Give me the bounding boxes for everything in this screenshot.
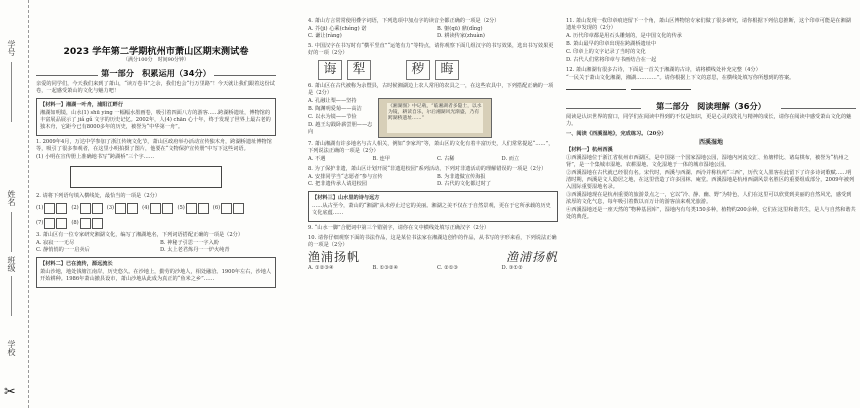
answer-line[interactable] <box>566 83 626 90</box>
option-a: A. 寂寂一一无尽 <box>36 240 75 246</box>
option-c: C. 静悄悄的一一启卖后 <box>36 247 90 253</box>
option-c: C. 印章上的文字记录了当时的文化 <box>566 49 646 55</box>
binding-line <box>11 212 12 252</box>
intro-text: 亲爱的同学们，今天我们来到了萧山，“读万卷书”之余，我们也会“行万里路”！今天就让我们跟着这份试卷，一起感受萧山的文化与魅力吧！ <box>36 81 275 94</box>
char-comparison <box>318 58 558 80</box>
column-left <box>36 14 276 291</box>
material-3-label: 【材料三】山水里的诗与远方 <box>312 195 380 201</box>
question-11: 11. 萧山发现一枚印章痕迹留下一个角，萧山区博物馆专家们做了很多研究，请你根据下列信息推断，这个印章可能是在湘湖遗址中发现的（2分） <box>566 18 851 31</box>
option-b: B. 陶渊明爱菊——高洁 <box>308 106 362 112</box>
reading-1-material-label: 【材料一】杭州西溪 <box>566 147 613 153</box>
reading-1-title: 西溪湿地 <box>698 139 723 146</box>
calligraphy-sample-2: 渔浦扬帆 <box>505 250 558 264</box>
binding-margin <box>0 0 29 408</box>
char-box: 犁 <box>347 60 371 80</box>
part2-intro: 阅读是认识世界的窗口，同学们在阅读中得到的不仅是知识，更是心灵的洗礼与精神的成长，请你在阅读中感受萧山文化的魅力。 <box>566 114 852 127</box>
question-5: 5. 中国汉字在书写时有“横平竖直”“运笔有力”等特点，请你观察下面几组汉字的书写效果，选出书写效果更好的一项（2分） <box>308 43 554 56</box>
question-2: 2. 请将下列语句填入横线处，最恰当的一项是（2分） <box>36 193 161 199</box>
scissors-icon: ✂ <box>4 384 16 400</box>
binding-line <box>11 62 12 122</box>
grid-cell: (3) <box>107 203 138 214</box>
question-1-b: (1) 小明在宣传册上准确地书写“跨湖桥”三个字…… <box>36 154 155 160</box>
writing-box <box>36 164 276 190</box>
reading-paragraph: ①西溪湿地位于浙江省杭州市西湖区，是中国第一个国家湿地公园，湿地内河流交汇、鱼塘栉比、诸岛棋布，被誉为“杭州之肾”，是一个集城市湿地、农耕湿地、文化湿地于一体的城市湿地公园。 <box>566 155 849 168</box>
grid-cell: (1) <box>36 203 67 214</box>
material-3-text: ……从古至今，萧山的“湘湖”从未停止过它的美丽。湘湖之美不仅在于自然景观，更在于它所承载的历史文化底蕴…… <box>312 203 551 216</box>
option-d: D. 而立 <box>501 156 520 162</box>
question-8: 8. 为了保护非遗，萧山区计划开展“非遗进校园”系列活动，下列对非遗活动的理解错误的一项是（2分） <box>308 166 547 172</box>
question-12-b: “一民关于萧山文化湘湖，湘湖…………”。请你根据上下文的意思，在横线处填写你所想到的答案。 <box>566 75 795 81</box>
char-box: 秽 <box>406 60 430 80</box>
name-label: 姓名 <box>7 190 16 206</box>
option-a: A. 芥(ji) 心乘(chéng) 诺 <box>308 26 367 32</box>
char-box: 诲 <box>318 60 342 80</box>
column-right <box>566 14 856 222</box>
option-c: C. 以水为镜——节俭 <box>308 114 357 120</box>
material-3 <box>308 191 558 222</box>
reading-paragraph: ④西溪湿地还是一座天然的“物种基因库”，湿地内有鸟类150多种，植物约200余种，它们在这里和谐共生，是人与自然和谐共处的典范。 <box>566 207 856 220</box>
option-d: D. 越王勾践卧薪尝胆——志向 <box>308 122 373 135</box>
class-label: 班级 <box>7 256 16 272</box>
char-box: 晦 <box>435 60 459 80</box>
option-a: A. 安排同学当“志愿者”参与宣传 <box>308 174 383 180</box>
grid-cell: (8) <box>71 218 102 229</box>
option-a: A. ①②③④ <box>308 265 334 271</box>
pinyin-grid <box>36 203 276 229</box>
option-d: D. 太上老君炼丹一一炉火纯青 <box>160 247 230 253</box>
grid-cell: (4) <box>142 203 173 214</box>
answer-box[interactable] <box>70 166 222 188</box>
calligraphy-samples <box>308 250 558 265</box>
grid-cell: (7) <box>36 218 67 229</box>
question-1: 1. 2009年4月，万达中学参加了浙江传统文化节，萧山区政府举办活动宣传独木舟，跨湖桥遗址博物馆等，吸引了很多参观者，在这里小明拍摄了图片，他要在“文物保护宣传册”中写下这些词语。 <box>36 139 272 152</box>
scroll-text: 《湘湖图》中记载，“临湘湖者多隐士，以水为镜，耕读自乐，尔后湘湖风光渐盛，乃有跨湖桥遗址……” <box>387 103 483 133</box>
part2-title: 第二部分 阅读理解（36分） <box>566 103 856 110</box>
reading-paragraph: ②西溪湿地在古代就已经很有名。宋代时，西溪与西湖、西泠并称杭州“三西”，历代文人墨客在此留下了许多诗词歌赋……明清时期，西溪是文人隐居之地，在这里营造了许多园林、庵堂。西溪湿地是杭州西湖风景名胜区的重要组成部分，2009年被列入国际重要湿地名录。 <box>566 170 855 190</box>
option-b: B. 躯(qū) 鼎(dǐng) <box>437 26 483 32</box>
grid-cell: (2) <box>71 203 102 214</box>
option-b: B. 神秘子引思一一字入盼 <box>160 240 219 246</box>
option-d: D. ③①② <box>501 265 523 271</box>
material-1-label: 【材料一】湘湖一叶舟，浦阳江畔行 <box>40 102 124 108</box>
binding-line <box>11 276 12 316</box>
reading-paragraph: ③西溪湿地现在是杭州重要的旅游景点之一，它以“冷、静、幽、野”为特色，人们在这里可以欣赏到美丽的自然风光，感受到浓厚的文化气息，每年吸引着数以百万计的游客前来观光旅游。 <box>566 192 852 205</box>
scroll-image <box>378 98 492 138</box>
grid-cell: (6) <box>213 203 244 214</box>
option-c: C. 把非遗传承人请进校园 <box>308 181 367 187</box>
question-12: 12. 萧山湘湖有很多古诗，下面是一首关于湘湖的古诗，请将横线处补充完整（4分） <box>566 67 761 73</box>
material-1 <box>36 98 276 136</box>
grid-cell: (5) <box>177 203 208 214</box>
exam-title: 2023 学年第二学期杭州市萧山区期末测试卷 <box>63 46 249 57</box>
material-2-text: 萧山沙地，地处钱塘江南岸，历史悠久。在沙地上，勤劳的沙地人，相处融洽。1900年左右，沙地人开始耕种。1986年萧山撤县设市，萧山沙地从此成为真正的“鱼米之乡”…… <box>40 269 272 282</box>
option-d: D. 耕读传家(zhuàn) <box>437 33 485 39</box>
answer-line[interactable] <box>631 83 691 90</box>
option-b: B. 连甲 <box>372 156 390 162</box>
option-b: B. 萧山最早的印章出现在跨湖桥遗址中 <box>566 41 657 47</box>
question-7: 7. 萧山湘湖有许多地名与古人相关，例如“李家坞”等，萧山区的文化有着丰富历史，人们常常提起“……”，下列说法正确的一项是（2分） <box>308 141 554 154</box>
part1-title: 第一部分 积累运用（34分） <box>36 70 276 77</box>
reading-1-heading: 一、阅读《西溪湿地》，完成练习。（20分） <box>566 131 667 137</box>
option-c: C. 谦让(ràng) <box>308 33 342 39</box>
question-9: 9. “山水一脚”合肥词中第三个错别字，请你在文中横线处填写正确汉字（2分） <box>308 225 490 231</box>
material-2-label: 【材料二】已在流传，源远流长 <box>40 261 113 267</box>
option-b: B. ①③②④ <box>372 265 399 271</box>
option-c: C. ②①③ <box>437 265 459 271</box>
option-a: A. 不遇 <box>308 156 326 162</box>
school-label: 学校 <box>7 340 16 356</box>
option-a: A. 历代印章都是用石头雕刻的，是中国文化的传承 <box>566 33 682 39</box>
question-4: 4. 萧山方言常常使用叠字词语，下列选项中加点字的读音全都正确的一项是（2分） <box>308 18 500 24</box>
question-6: 6. 萧山区在古代被称为余暨县，古时候湘湖边上农人常用的农具之一，在这些农具中，下列搭配正确的一项是（2分） <box>308 83 554 96</box>
student-number-label: 学号 <box>7 40 16 56</box>
column-middle <box>308 14 558 272</box>
option-d: D. 古代的文化都过时了 <box>437 181 491 187</box>
option-c: C. 古稀 <box>437 156 455 162</box>
question-10: 10. 请你仔细观察下面的书法作品，这是某位书法家在湘湖边创作的作品，从书写的字形来看，下列说法正确的一项是（2分） <box>308 235 557 248</box>
question-3: 3. 萧山区有一位专家研究湘湖文化，编写了湘湖地名，下列词语搭配正确的一项是（2分） <box>36 232 244 238</box>
material-2 <box>36 257 276 288</box>
exam-subtitle: （满分100分 时间90分钟） <box>123 57 189 63</box>
calligraphy-sample-1: 渔浦扬帆 <box>308 250 361 264</box>
material-1-text: 湘湖如明镜，山水(1) shū ying 一幅幅水墨画卷，吸引着四面八方的游客……跨湖桥遗址，博物馆的丰富展品展示了 jiǎ gǔ 文字的历史记忆。2002年，人(4) chān 心十年，终于发现了世界上最古老的独木舟，它距今已有8000多年的历史，被誉为“中华第一舟”。 <box>40 110 271 130</box>
option-d: D. 古代人们常将印章与书画结合在一起 <box>566 57 657 63</box>
option-a: A. 孔融让梨——坚持 <box>308 98 357 104</box>
option-b: B. 为非遗做宣传海报 <box>437 174 486 180</box>
